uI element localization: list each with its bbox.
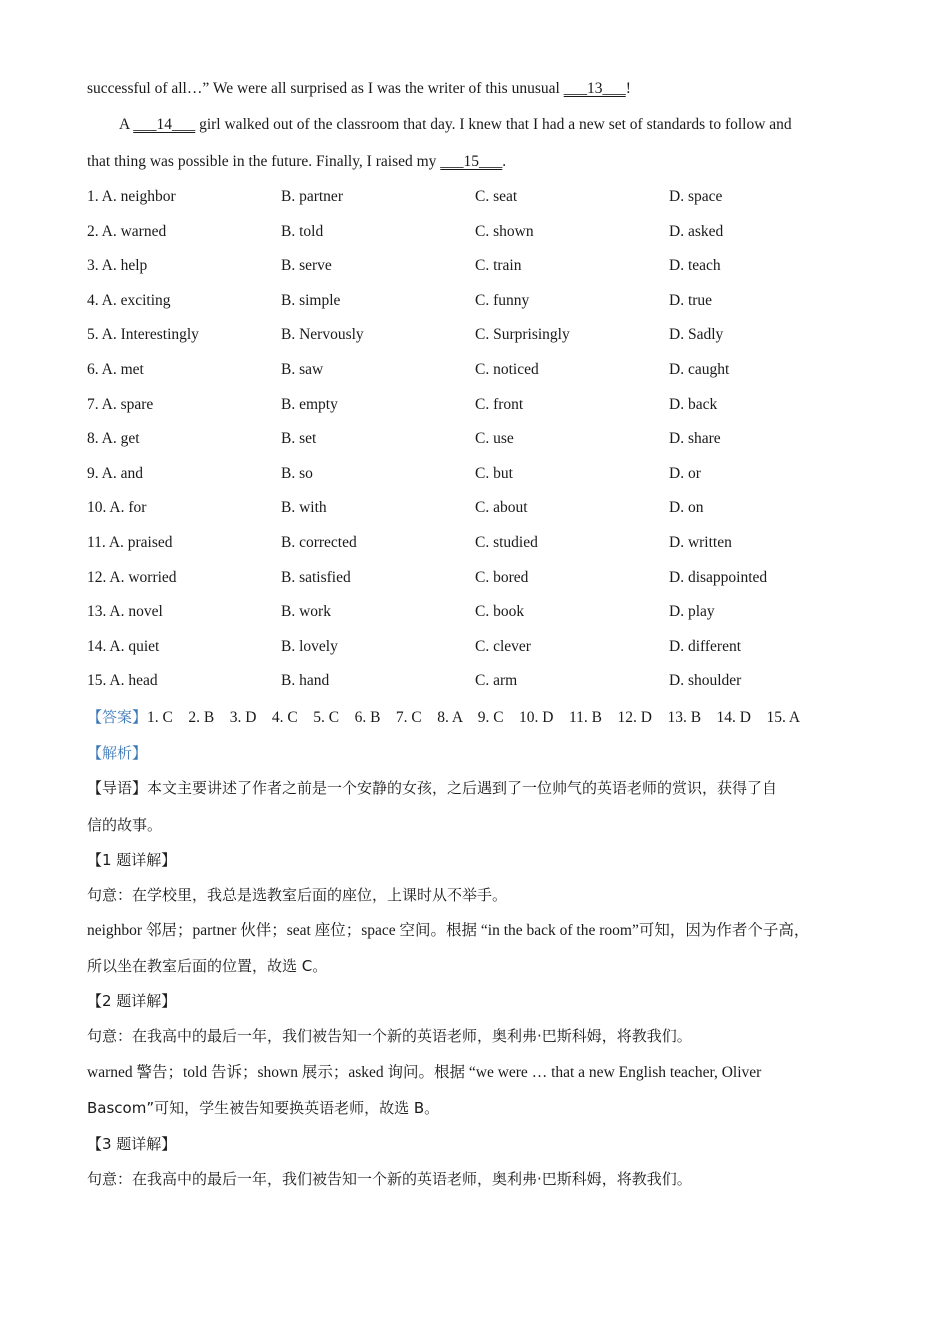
- option-c: C. shown: [475, 222, 534, 240]
- option-c: C. about: [475, 499, 528, 517]
- passage-line-1: [87, 80, 631, 98]
- option-c: C. Surprisingly: [475, 326, 570, 344]
- option-c: C. clever: [475, 637, 531, 655]
- option-a: 6. A. met: [87, 361, 144, 378]
- option-a: 2. A. warned: [87, 222, 167, 240]
- option-a: 3. A. help: [87, 257, 148, 275]
- option-b: B. Nervously: [281, 326, 364, 344]
- option-b: B. hand: [281, 672, 330, 690]
- option-a: 12. A. worried: [87, 568, 177, 586]
- option-d: D. asked: [669, 222, 724, 240]
- option-d: D. play: [669, 603, 715, 621]
- option-a: 15. A. head: [87, 672, 158, 690]
- answer-text: 1. C 2. B 3. D 4. C 5. C 6. B 7. C 8. A 9. C 10. D 11. B 12. D 13. B 14. D 15. A: [147, 709, 801, 726]
- option-c: C. arm: [475, 672, 518, 690]
- passage-line-2: [119, 116, 792, 134]
- option-c: C. seat: [475, 188, 518, 205]
- option-b: B. told: [281, 222, 324, 240]
- q2-detail-2: Bascom”可知，学生被告知要换英语老师，故选 B。: [87, 1099, 440, 1117]
- q2-detail: warned 警告；told 告诉；shown 展示；asked 询问。根据 “we were … that a new English teacher, Oliver: [87, 1064, 762, 1081]
- option-d: D. caught: [669, 361, 730, 378]
- option-a: 4. A. exciting: [87, 291, 171, 309]
- option-d: D. shoulder: [669, 672, 742, 690]
- passage-line-3: [87, 153, 506, 171]
- option-c: C. but: [475, 464, 513, 482]
- option-c: C. book: [475, 603, 525, 621]
- passage-text: girl walked out of the classroom that day. I knew that I had a new set of standards to follow and: [195, 116, 792, 133]
- option-b: B. with: [281, 499, 327, 517]
- option-c: C. funny: [475, 291, 530, 309]
- option-a: 1. A. neighbor: [87, 188, 176, 205]
- blank-14: ___14___: [133, 116, 196, 133]
- option-b: B. corrected: [281, 534, 357, 551]
- blank-13: ___13___: [563, 80, 626, 97]
- option-b: B. satisfied: [281, 568, 351, 586]
- intro-line: [87, 777, 777, 798]
- option-c: C. train: [475, 257, 522, 275]
- answer-label: 【答案】: [87, 708, 148, 726]
- option-a: 8. A. get: [87, 430, 140, 448]
- option-d: D. or: [669, 464, 701, 482]
- q1-heading: 【1 题详解】: [87, 851, 177, 869]
- option-a: 7. A. spare: [87, 395, 154, 413]
- intro-text: 本文主要讲述了作者之前是一个安静的女孩，之后遇到了一位帅气的英语老师的赏识，获得了自: [147, 779, 778, 797]
- passage-text: !: [625, 80, 631, 97]
- option-d: D. disappointed: [669, 568, 768, 586]
- option-b: B. saw: [281, 361, 324, 378]
- passage-text: that thing was possible in the future. Finally, I raised my: [87, 153, 441, 170]
- option-d: D. share: [669, 430, 721, 448]
- option-b: B. simple: [281, 291, 341, 309]
- q1-meaning: 句意：在学校里，我总是选教室后面的座位，上课时从不举手。: [87, 886, 508, 904]
- option-b: B. work: [281, 603, 331, 621]
- option-d: D. back: [669, 395, 718, 413]
- q2-meaning: 句意：在我高中的最后一年，我们被告知一个新的英语老师，奥利弗·巴斯科姆，将教我们。: [87, 1027, 692, 1045]
- option-c: C. bored: [475, 568, 529, 586]
- option-a: 11. A. praised: [87, 534, 173, 551]
- option-d: D. true: [669, 291, 713, 309]
- q1-detail: neighbor 邻居；partner 伙伴；seat 座位；space 空间。根据 “in the back of the room”可知，因为作者个子高，: [87, 922, 810, 939]
- option-d: D. written: [669, 534, 732, 551]
- option-a: 5. A. Interestingly: [87, 326, 199, 344]
- q3-heading: 【3 题详解】: [87, 1135, 177, 1153]
- passage-text: .: [502, 153, 507, 170]
- option-b: B. so: [281, 464, 313, 482]
- intro-label: 【导语】: [87, 779, 148, 797]
- option-c: C. studied: [475, 534, 538, 551]
- option-d: D. Sadly: [669, 326, 724, 344]
- analysis-label: 【解析】: [87, 744, 148, 762]
- option-d: D. on: [669, 499, 704, 517]
- option-b: B. lovely: [281, 637, 338, 655]
- option-b: B. partner: [281, 188, 343, 205]
- intro-line-2: 信的故事。: [87, 816, 163, 834]
- option-a: 10. A. for: [87, 499, 147, 517]
- q3-meaning: 句意：在我高中的最后一年，我们被告知一个新的英语老师，奥利弗·巴斯科姆，将教我们。: [87, 1170, 692, 1188]
- q1-detail-2: 所以坐在教室后面的位置，故选 C。: [87, 957, 328, 975]
- option-d: D. different: [669, 637, 742, 655]
- passage-text: A: [119, 116, 134, 133]
- option-c: C. noticed: [475, 361, 539, 378]
- option-b: B. empty: [281, 395, 338, 413]
- q2-heading: 【2 题详解】: [87, 992, 177, 1010]
- option-a: 13. A. novel: [87, 603, 163, 621]
- option-a: 9. A. and: [87, 464, 143, 482]
- option-d: D. teach: [669, 257, 721, 275]
- passage-text: successful of all…” We were all surprised as I was the writer of this unusual: [87, 80, 564, 97]
- option-b: B. set: [281, 430, 317, 448]
- answer-line: [87, 706, 800, 727]
- option-c: C. front: [475, 395, 524, 413]
- option-a: 14. A. quiet: [87, 637, 160, 655]
- option-b: B. serve: [281, 257, 332, 275]
- option-c: C. use: [475, 430, 514, 448]
- option-d: D. space: [669, 188, 723, 205]
- blank-15: ___15___: [440, 153, 503, 170]
